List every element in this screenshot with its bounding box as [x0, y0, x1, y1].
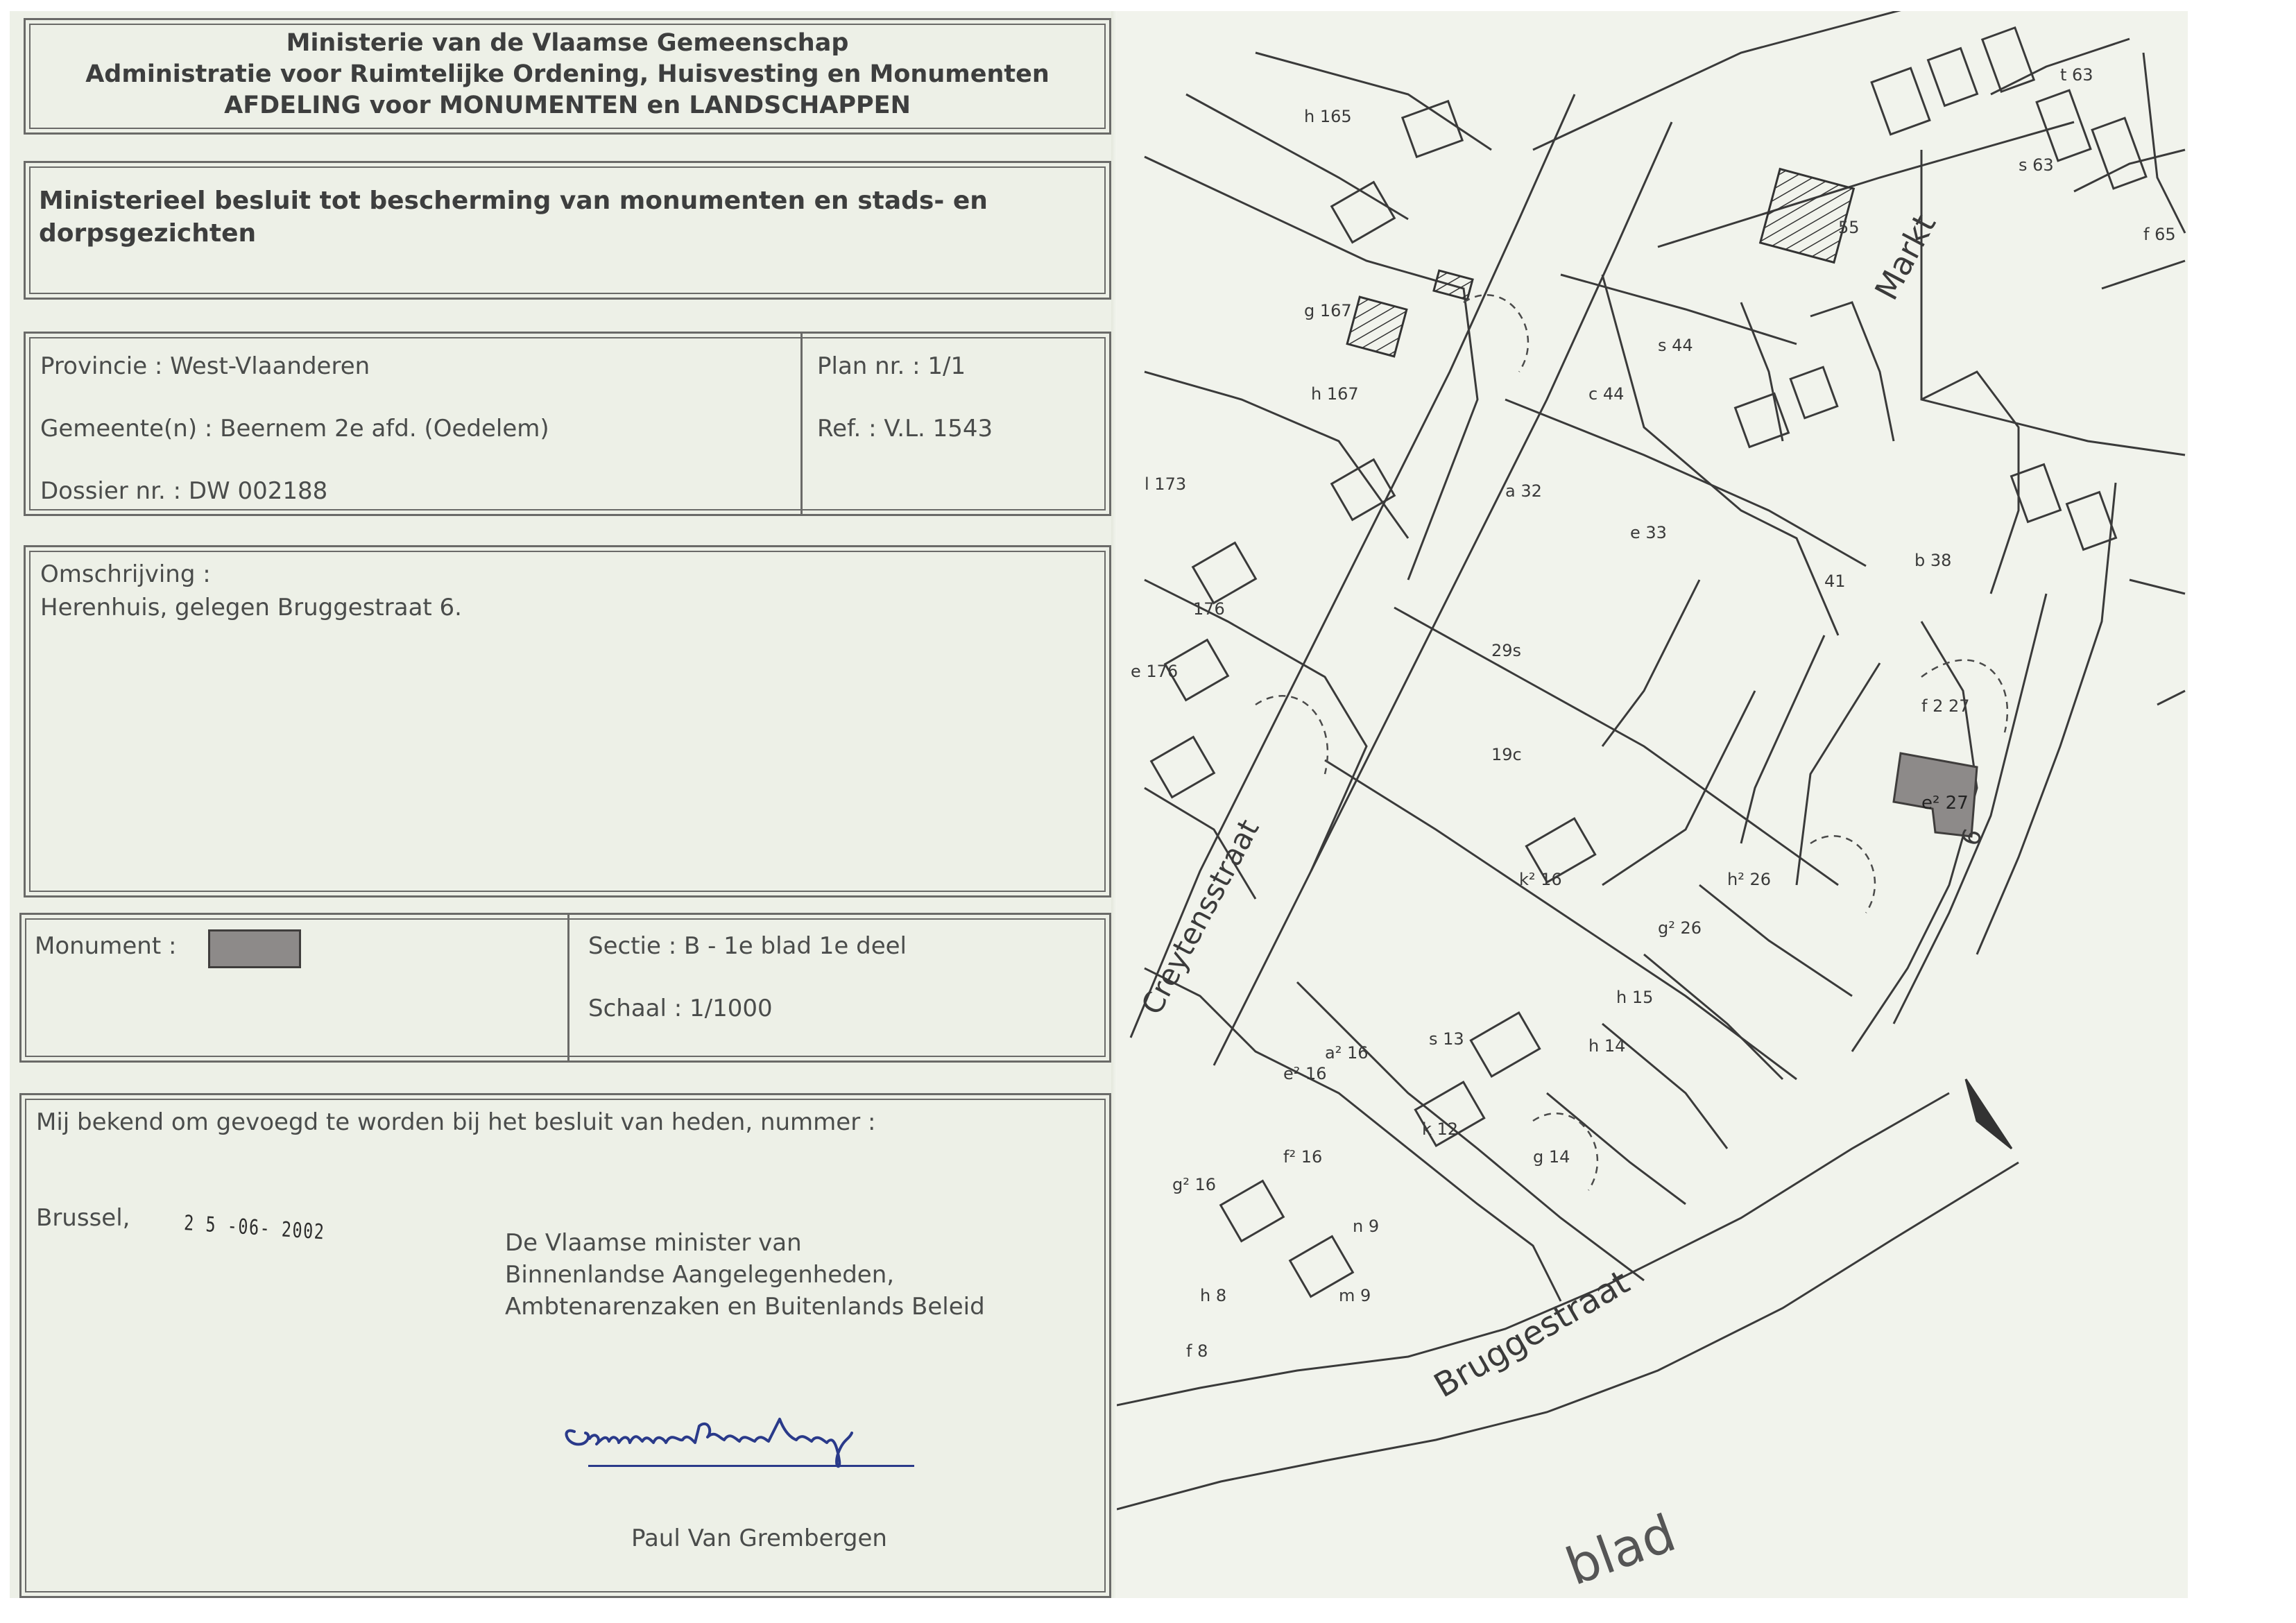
cadastral-map [1117, 11, 2188, 1598]
parcel-label: 29s [1491, 641, 1522, 660]
description-box [24, 545, 1111, 898]
monument-swatch [208, 929, 301, 968]
ministry-name: Ministerie van de Vlaamse Gemeenschap [286, 29, 849, 57]
parcel-label: g 167 [1304, 301, 1352, 320]
monument-label: Monument : [35, 932, 177, 960]
hatched-building-1 [1760, 169, 1854, 263]
street-label-creytensstraat: Creytensstraat [1134, 814, 1266, 1020]
parcel-label: f 8 [1186, 1341, 1208, 1361]
street-label-bruggestraat: Bruggestraat [1428, 1262, 1636, 1406]
approval-intro: Mij bekend om gevoegd te worden bij het besluit van heden, nummer : [36, 1108, 876, 1136]
parcel-label: e 33 [1630, 523, 1667, 542]
signature-line [588, 1465, 914, 1467]
parcel-label: c 44 [1588, 384, 1625, 404]
parcel-label: f 65 [2143, 225, 2176, 244]
plan-field: Plan nr. : 1/1 [817, 352, 966, 380]
parcel-label: e 176 [1131, 662, 1179, 681]
parcel-label: h² 26 [1727, 870, 1771, 889]
administration-name: Administratie voor Ruimtelijke Ordening, Huisvesting en Monumenten [85, 60, 1050, 88]
dossier-field: Dossier nr. : DW 002188 [40, 477, 328, 505]
parcel-label: t 63 [2060, 65, 2093, 85]
parcel-label: m 9 [1339, 1286, 1371, 1305]
decree-title-box [24, 161, 1111, 300]
parcel-label: e² 16 [1283, 1064, 1327, 1083]
minister-line-3: Ambtenarenzaken en Buitenlands Beleid [505, 1293, 985, 1321]
parcel-label: h 167 [1311, 384, 1359, 404]
approval-place: Brussel, [36, 1204, 130, 1232]
dossier-info-box [24, 332, 1111, 516]
parcel-label: f 2 27 [1921, 696, 1970, 716]
parcel-label: g 14 [1533, 1147, 1570, 1167]
monument-parcel-label: e² 27 [1921, 793, 1969, 814]
north-arrow [1966, 1079, 2012, 1149]
ministry-header-box [24, 18, 1111, 135]
parcel-label: b 38 [1914, 551, 1952, 570]
parcel-label: a² 16 [1325, 1043, 1369, 1063]
parcel-label: h 14 [1588, 1036, 1626, 1056]
parcel-label: g² 26 [1658, 918, 1702, 938]
department-name: AFDELING voor MONUMENTEN en LANDSCHAPPEN [224, 92, 911, 119]
parcel-label: 176 [1193, 599, 1225, 619]
signatory-name: Paul Van Grembergen [631, 1525, 887, 1552]
schaal-field: Schaal : 1/1000 [588, 995, 773, 1022]
hatched-building-3 [1434, 270, 1473, 300]
creytensstraat-edge-2 [1214, 122, 1672, 1065]
minister-line-2: Binnenlandse Aangelegenheden, [505, 1261, 895, 1289]
gemeente-field: Gemeente(n) : Beernem 2e afd. (Oedelem) [40, 415, 549, 443]
bruggestraat-edge-north [1117, 1162, 2019, 1509]
parcel-label: 55 [1838, 218, 1860, 237]
approval-box [19, 1093, 1111, 1598]
parcel-label: s 13 [1429, 1029, 1464, 1049]
decree-title: Ministerieel besluit tot bescherming van monumenten en stads- en dorpsgezichten [39, 187, 988, 248]
parcel-label: s 44 [1658, 336, 1693, 355]
description-label: Omschrijving : [40, 560, 211, 588]
parcel-label: f² 16 [1283, 1147, 1323, 1167]
parcel-label: k² 16 [1519, 870, 1562, 889]
hatched-building-2 [1347, 297, 1407, 357]
parcel-label: 41 [1824, 572, 1846, 591]
street-label-markt: Markt [1867, 207, 1944, 307]
form-panel [10, 11, 1117, 1598]
description-text: Herenhuis, gelegen Bruggestraat 6. [40, 594, 462, 621]
signature [560, 1398, 949, 1475]
date-stamp: 2 5 -06- 2002 [183, 1211, 326, 1245]
parcel-label: k 12 [1422, 1119, 1459, 1139]
markt-edge [1533, 11, 1949, 150]
parcel-label: 19c [1491, 745, 1522, 764]
markt-edge-2 [1658, 122, 2074, 247]
info-divider [800, 332, 803, 516]
legend-box [19, 913, 1111, 1063]
cadastral-map-panel [1117, 11, 2188, 1598]
bruggestraat-edge-south [1117, 1093, 1949, 1405]
provincie-field: Provincie : West-Vlaanderen [40, 352, 370, 380]
parcel-label: h 165 [1304, 107, 1352, 126]
minister-line-1: De Vlaamse minister van [505, 1229, 802, 1257]
parcel-label: n 9 [1353, 1217, 1380, 1236]
document-sheet [10, 11, 2188, 1598]
ref-field: Ref. : V.L. 1543 [817, 415, 993, 443]
parcel-label: h 15 [1616, 988, 1654, 1007]
ministry-header [24, 28, 1111, 121]
parcel-label: l 173 [1145, 474, 1187, 494]
markt-corner [1921, 150, 2185, 455]
sheet-note-blad: blad [1558, 1503, 1684, 1597]
parcel-label: g² 16 [1172, 1175, 1217, 1194]
parcel-label: a 32 [1505, 481, 1542, 501]
parcel-label: h 8 [1200, 1286, 1227, 1305]
house-number-label: 6 [1955, 825, 1989, 850]
legend-divider [567, 913, 569, 1063]
sectie-field: Sectie : B - 1e blad 1e deel [588, 932, 907, 960]
parcel-labels [1131, 65, 2176, 1361]
parcel-label: s 63 [2019, 155, 2054, 175]
